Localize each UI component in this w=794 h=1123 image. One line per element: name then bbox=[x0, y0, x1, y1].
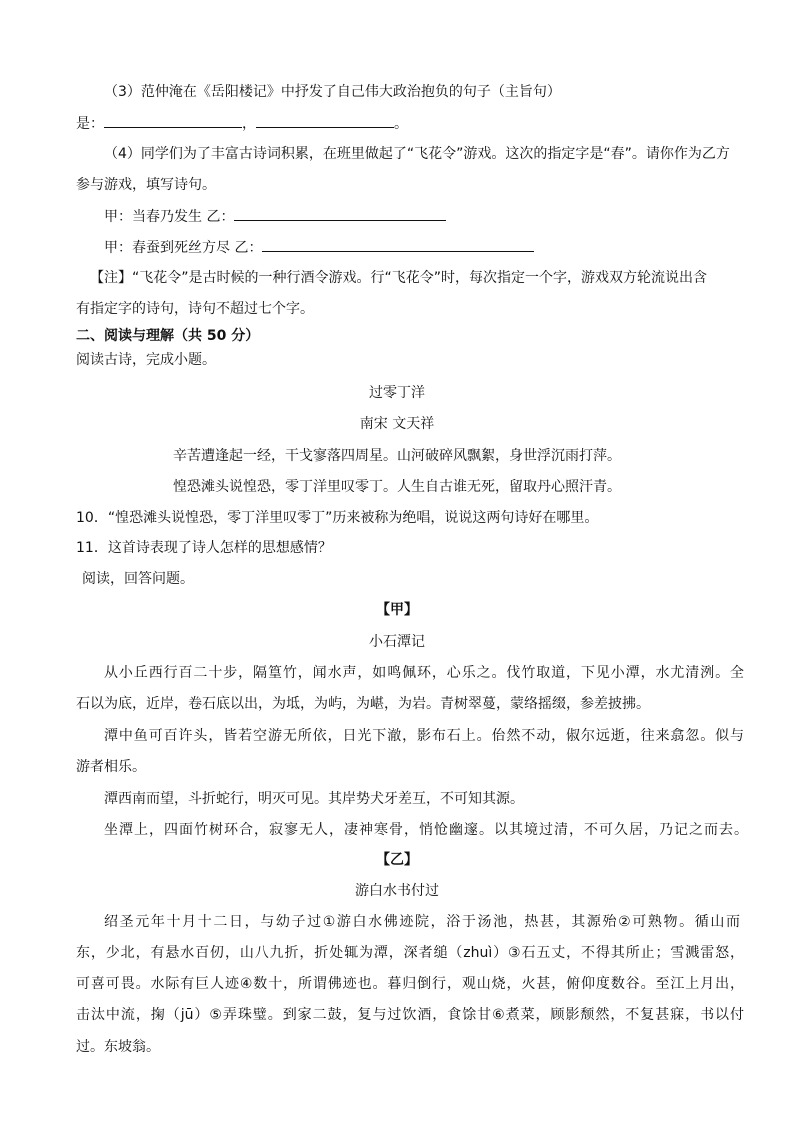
yi-line4: 击汰中流，掬（jū）⑤弄珠璧。到家二鼓，复与过饮酒，食馀甘⑥煮菜，顾影颓然，不复甚寐，书以付 bbox=[76, 1007, 744, 1023]
q4-jia1: 甲：当春乃发生 乙： bbox=[104, 209, 235, 225]
jia-p2-line1: 潭中鱼可百许头，皆若空游无所依，日光下澈，影布石上。佁然不动，俶尔远逝，往来翕忽。似与 bbox=[104, 728, 744, 744]
q4-line1: （4）同学们为了丰富古诗词积累，在班里做起了“飞花令”游戏。这次的指定字是“春”。请你作为乙方 bbox=[104, 146, 730, 162]
answer-blank-3[interactable] bbox=[234, 206, 446, 221]
question-10: 10．“惶恐滩头说惶恐，零丁洋里叹零丁”历来被称为绝唱，说说这两句诗好在哪里。 bbox=[76, 510, 599, 526]
passage-yi-title: 游白水书付过 bbox=[355, 883, 439, 899]
q4-jia1-line bbox=[104, 206, 446, 227]
passage-jia-tag: 【甲】 bbox=[376, 602, 418, 618]
poem-author: 南宋 文天祥 bbox=[359, 416, 435, 432]
jia-p2-line2: 游者相乐。 bbox=[76, 759, 146, 775]
poem-line-1: 辛苦遭逢起一经，干戈寥落四周星。山河破碎风飘絮，身世浮沉雨打萍。 bbox=[173, 448, 621, 464]
poem-line-2: 惶恐滩头说惶恐，零丁洋里叹零丁。人生自古谁无死，留取丹心照汗青。 bbox=[173, 479, 621, 495]
passage-yi-tag: 【乙】 bbox=[376, 852, 418, 868]
q4-note-line1: 【注】“飞花令”是古时候的一种行酒令游戏。行“飞花令”时，每次指定一个字，游戏双方轮流说出含 bbox=[90, 270, 708, 286]
q3-period: 。 bbox=[394, 116, 408, 132]
answer-blank-1[interactable] bbox=[104, 113, 242, 128]
q4-jia2: 甲：春蚕到死丝方尽 乙： bbox=[104, 240, 263, 256]
q3-line1: （3）范仲淹在《岳阳楼记》中抒发了自己伟大政治抱负的句子（主旨句） bbox=[104, 84, 561, 100]
q4-jia2-line bbox=[104, 237, 534, 258]
jia-p1-line2: 石以为底，近岸，卷石底以出，为坻，为屿，为嵁，为岩。青树翠蔓，蒙络摇缀，参差披拂。 bbox=[76, 696, 650, 712]
jia-p1-line1: 从小丘西行百二十步，隔篁竹，闻水声，如鸣佩环，心乐之。伐竹取道，下见小潭，水尤清洌。全 bbox=[104, 665, 744, 681]
yi-line1: 绍圣元年十月十二日，与幼子过①游白水佛迹院，浴于汤池，热甚，其源殆②可熟物。循山而 bbox=[104, 914, 740, 930]
answer-blank-4[interactable] bbox=[262, 237, 534, 252]
q4-line2: 参与游戏，填写诗句。 bbox=[76, 177, 216, 193]
yi-line5: 过。东坡翁。 bbox=[76, 1039, 160, 1055]
read-instruction: 阅读，回答问题。 bbox=[82, 571, 194, 587]
poem-title: 过零丁洋 bbox=[369, 385, 425, 401]
q3-line2 bbox=[76, 113, 408, 134]
section-heading: 二、阅读与理解（共 50 分） bbox=[76, 328, 260, 344]
question-11: 11．这首诗表现了诗人怎样的思想感情？ bbox=[76, 540, 332, 556]
jia-p4: 坐潭上，四面竹树环合，寂寥无人，凄神寒骨，悄怆幽邃。以其境过清，不可久居，乃记之而去。 bbox=[104, 822, 748, 838]
q3-comma: ， bbox=[242, 116, 256, 132]
q4-note-line2: 有指定字的诗句，诗句不超过七个字。 bbox=[76, 301, 314, 317]
poem-instruction: 阅读古诗，完成小题。 bbox=[76, 352, 216, 368]
yi-line2: 东，少北，有悬水百仞，山八九折，折处辄为潭，深者缒（zhuì）③石五丈，不得其所止；雪溅雷怒， bbox=[76, 945, 744, 961]
yi-line3: 可喜可畏。水际有巨人迹④数十，所谓佛迹也。暮归倒行，观山烧，火甚，俯仰度数谷。至江上月出， bbox=[76, 976, 744, 992]
passage-jia-title: 小石潭记 bbox=[369, 634, 425, 650]
jia-p3: 潭西南而望，斗折蛇行，明灭可见。其岸势犬牙差互，不可知其源。 bbox=[104, 791, 524, 807]
q3-prefix: 是： bbox=[76, 116, 104, 132]
answer-blank-2[interactable] bbox=[256, 113, 394, 128]
